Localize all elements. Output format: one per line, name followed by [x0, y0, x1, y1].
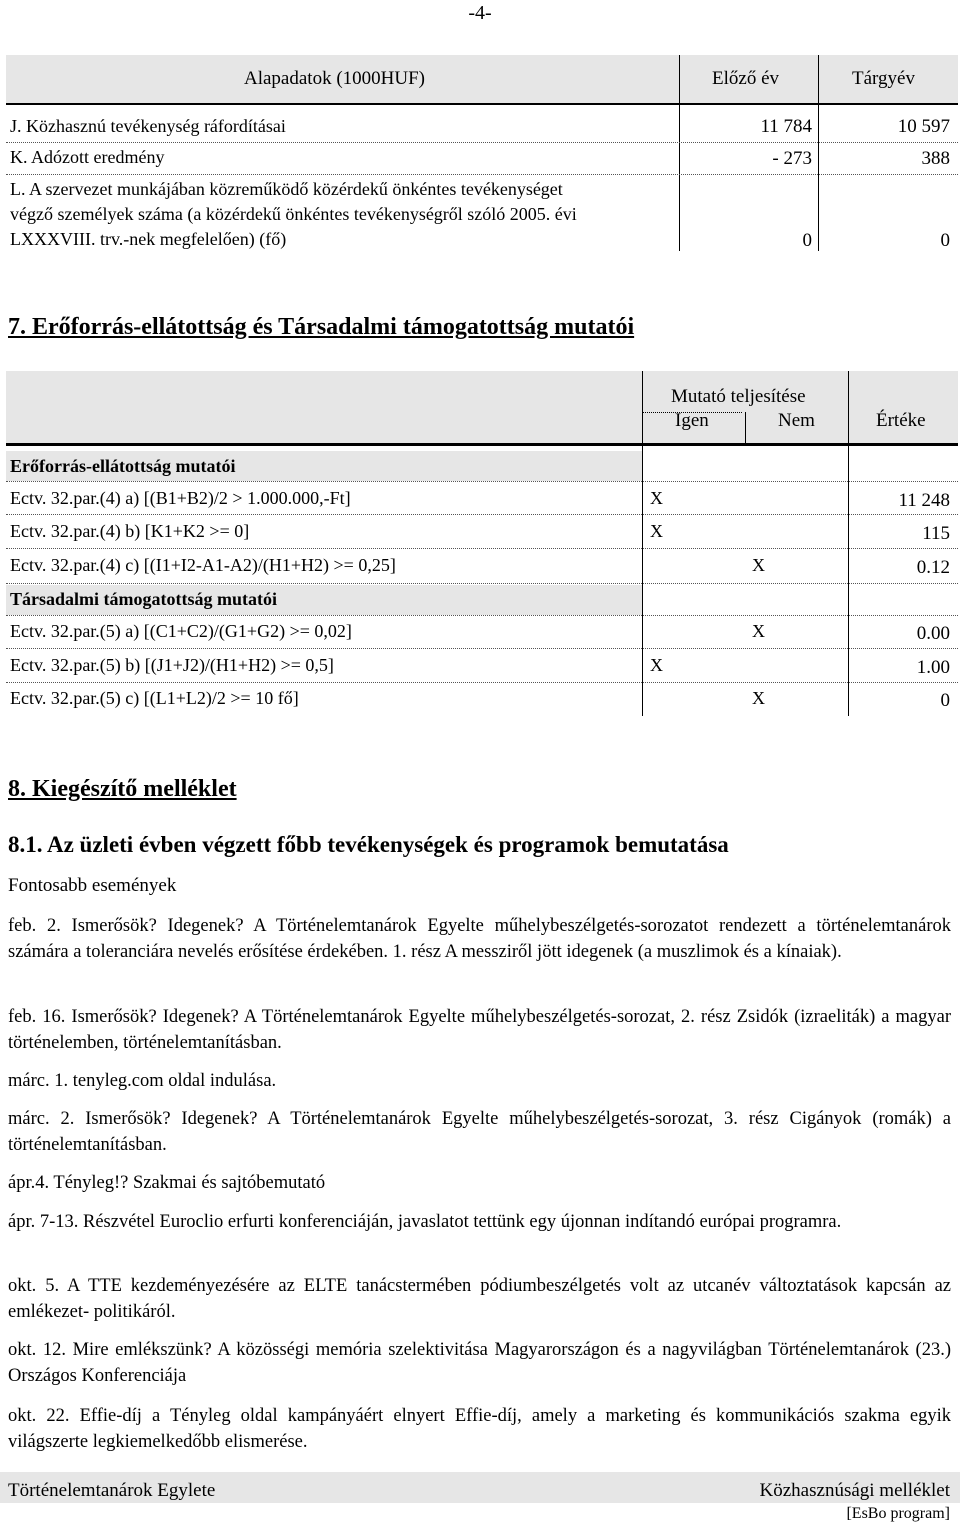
- row-divider: [6, 615, 958, 616]
- section8-1-title: 8.1. Az üzleti évben végzett főbb tevékenységek és programok bemutatása: [8, 832, 729, 857]
- row-label: Ectv. 32.par.(4) b) [K1+K2 >= 0]: [10, 521, 250, 541]
- event-paragraph: okt. 22. Effie-díj a Tényleg oldal kampányáért elnyert Effie-díj, amely a marketing és kommunikációs szakma egyik világszerte legkiemelkedőbb elismerése.: [8, 1406, 951, 1452]
- row-divider: [6, 481, 958, 482]
- table2-band-social-label: Társadalmi támogatottság mutatói: [10, 589, 277, 609]
- table2-header-group: Mutató teljesítése: [671, 386, 806, 407]
- table1-divider: [679, 55, 680, 251]
- table2-header-value: Értéke: [876, 410, 926, 431]
- row-no-mark: X: [752, 555, 765, 575]
- row-prev-value: - 273: [772, 148, 812, 169]
- event-paragraph: ápr. 7-13. Részvétel Euroclio erfurti konferenciáján, javaslatot tettünk egy újonnan indítandó európai programra.: [8, 1212, 842, 1232]
- row-yes-mark: X: [650, 655, 663, 675]
- footer-program: [EsBo program]: [846, 1505, 950, 1522]
- table1-header-label: Alapadatok (1000HUF): [244, 68, 425, 89]
- table2-header: [6, 371, 958, 443]
- event-paragraph: márc. 1. tenyleg.com oldal indulása.: [8, 1071, 277, 1091]
- table1-divider: [818, 55, 819, 251]
- row-label: Ectv. 32.par.(4) a) [(B1+B2)/2 > 1.000.000,-Ft]: [10, 488, 351, 508]
- row-curr-value: 10 597: [897, 116, 950, 137]
- row-label: Ectv. 32.par.(5) a) [(C1+C2)/(G1+G2) >= 0,02]: [10, 621, 352, 641]
- event-paragraph: feb. 2. Ismerősök? Idegenek? A Történelemtanárok Egyelte műhelybeszélgetés-sorozatot rendezett a történelemtanárok számára a toleranciára nevelés erősítése érdekében. 1. rész A messziről jött idegenek (a muszlimok és a kínaiak).: [8, 916, 951, 962]
- row-divider: [6, 682, 958, 683]
- table2-header-no: Nem: [778, 410, 815, 431]
- row-label: K. Adózott eredmény: [10, 147, 165, 167]
- row-value: 0: [940, 690, 950, 711]
- page-number: -4-: [468, 2, 492, 24]
- row-yes-mark: X: [650, 488, 663, 508]
- row-prev-value: 0: [802, 230, 812, 251]
- table2-band-resources-label: Erőforrás-ellátottság mutatói: [10, 456, 236, 476]
- event-paragraph: ápr.4. Tényleg!? Szakmai és sajtóbemutató: [8, 1173, 326, 1193]
- table2-header-subrule: [642, 412, 742, 413]
- table2-subdivider: [745, 412, 746, 443]
- table1-header: [6, 55, 958, 103]
- row-value: 11 248: [898, 490, 950, 511]
- row-label: J. Közhasznú tevékenység ráfordításai: [10, 116, 286, 136]
- section7-title: 7. Erőforrás-ellátottság és Társadalmi támogatottság mutatói: [8, 314, 635, 340]
- table2-divider: [642, 371, 643, 716]
- table1-header-curr: Tárgyév: [852, 68, 915, 89]
- row-divider: [6, 548, 958, 549]
- row-divider: [6, 142, 958, 143]
- row-value: 0.12: [916, 557, 950, 578]
- row-divider: [6, 514, 958, 515]
- event-paragraph: márc. 2. Ismerősök? Idegenek? A Történelemtanárok Egyelte műhelybeszélgetés-sorozat, 3. rész Cigányok (romák) a történelemtanításban.: [8, 1109, 951, 1155]
- footer-org-name: Történelemtanárok Egylete: [8, 1480, 216, 1501]
- events-intro: Fontosabb események: [8, 875, 177, 896]
- row-divider: [6, 648, 958, 649]
- row-prev-value: 11 784: [760, 116, 812, 137]
- table1-header-prev: Előző év: [712, 68, 780, 89]
- table2-divider: [848, 371, 849, 716]
- row-value: 1.00: [916, 657, 950, 678]
- table2-header-yes: Igen: [675, 410, 709, 431]
- row-no-mark: X: [752, 688, 765, 708]
- row-label: Ectv. 32.par.(4) c) [(I1+I2-A1-A2)/(H1+H2) >= 0,25]: [10, 555, 396, 575]
- row-label-line: végző személyek száma (a közérdekű önkéntes tevékenységről szóló 2005. évi: [10, 204, 577, 224]
- event-paragraph: feb. 16. Ismerősök? Idegenek? A Történelemtanárok Egyelte műhelybeszélgetés-sorozat, 2. rész Zsidók (izraeliták) a magyar történelemben, történelemtanításban.: [8, 1007, 951, 1053]
- row-yes-mark: X: [650, 521, 663, 541]
- event-paragraph: okt. 12. Mire emlékszünk? A közösségi memória szelektivitása Magyarországon és a nagyvilágban Történelemtanárok (23.) Országos Konferenciája: [8, 1340, 951, 1386]
- footer-doc-title: Közhasznúsági melléklet: [759, 1480, 950, 1501]
- row-divider: [6, 174, 958, 175]
- row-label-line: L. A szervezet munkájában közreműködő közérdekű önkéntes tevékenységet: [10, 179, 563, 199]
- section8-title: 8. Kiegészítő melléklet: [8, 776, 237, 802]
- row-no-mark: X: [752, 621, 765, 641]
- row-curr-value: 388: [921, 148, 950, 169]
- row-label: Ectv. 32.par.(5) c) [(L1+L2)/2 >= 10 fő]: [10, 688, 299, 708]
- row-curr-value: 0: [940, 230, 950, 251]
- table1-header-rule: [6, 103, 958, 105]
- row-label: Ectv. 32.par.(5) b) [(J1+J2)/(H1+H2) >= 0,5]: [10, 655, 334, 675]
- row-value: 0.00: [916, 623, 950, 644]
- event-paragraph: okt. 5. A TTE kezdeményezésére az ELTE tanácstermében pódiumbeszélgetés volt az utcanév változtatások kapcsán az emlékezet- politikáról.: [8, 1276, 951, 1322]
- table2-header-rule: [6, 443, 958, 446]
- row-value: 115: [922, 523, 950, 544]
- row-label-line: LXXXVIII. trv.-nek megfelelően) (fő): [10, 229, 287, 249]
- row-divider: [6, 583, 958, 584]
